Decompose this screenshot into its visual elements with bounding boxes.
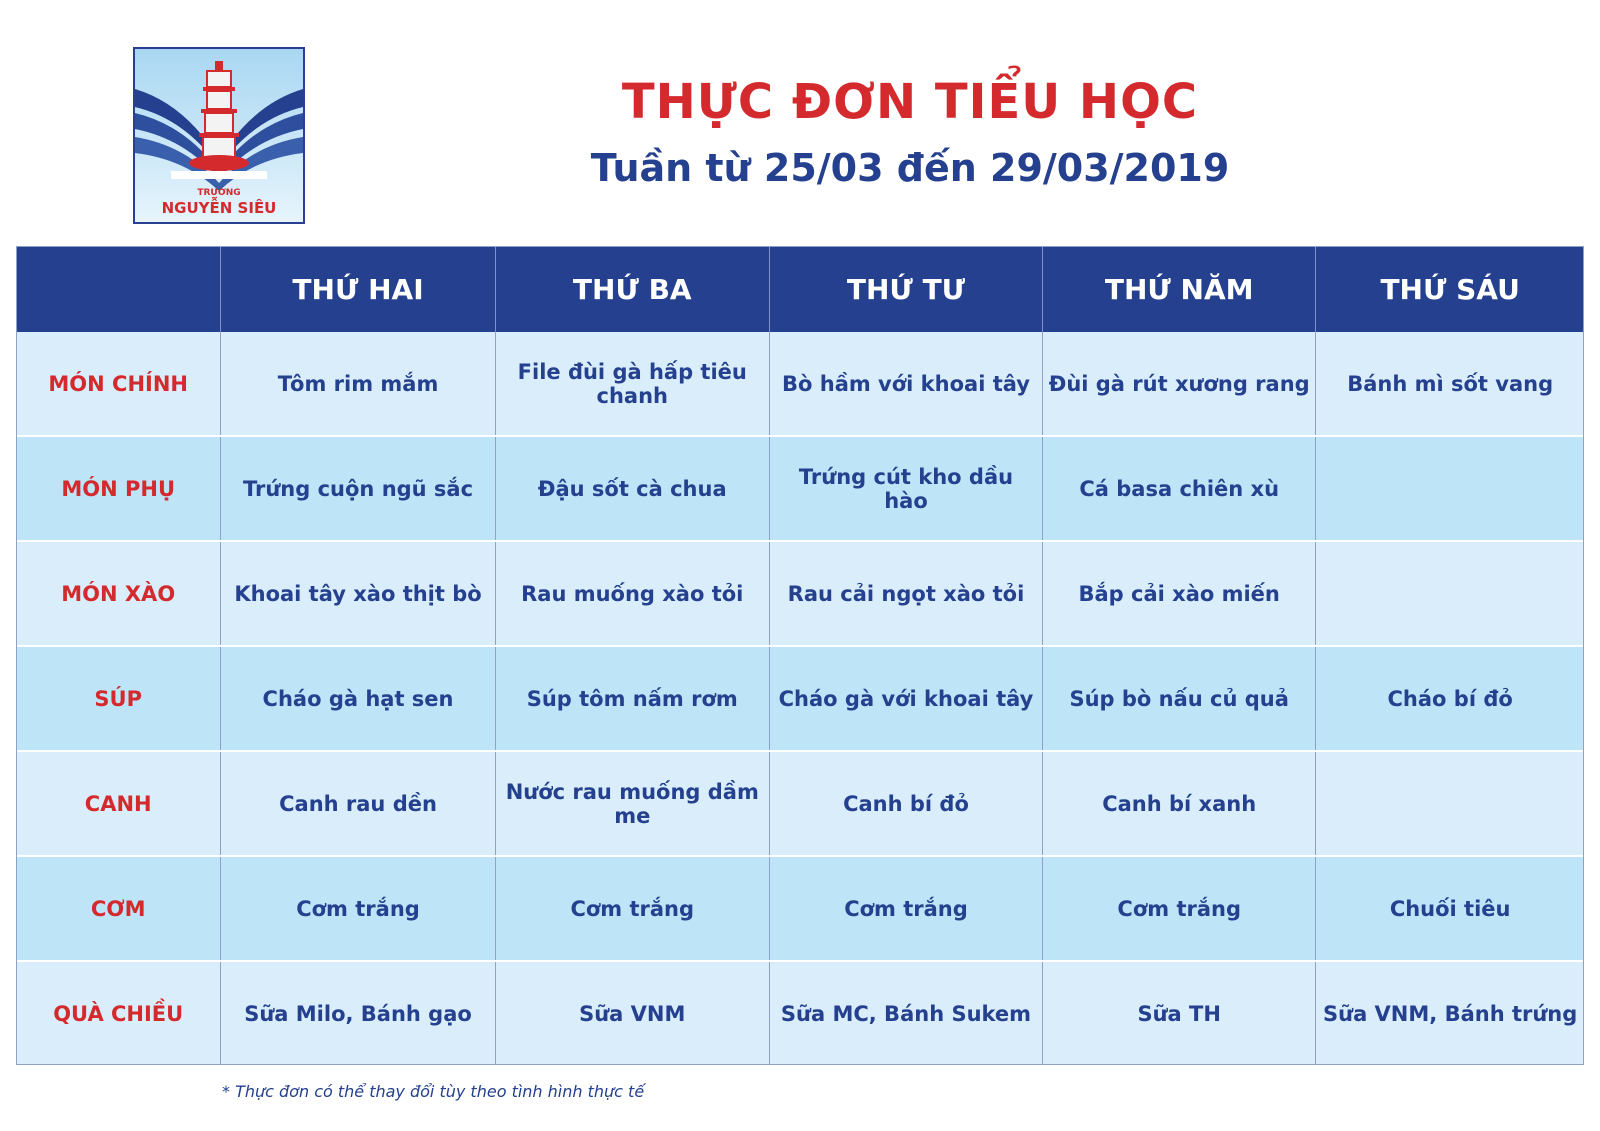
table-row [16, 856, 1584, 961]
row-label: CƠM [16, 856, 221, 961]
header-day: THỨ TƯ [769, 246, 1042, 332]
table-cell: Canh bí xanh [1043, 751, 1316, 856]
table-cell: Súp tôm nấm rơm [495, 646, 769, 751]
table-cell [1316, 751, 1584, 856]
row-label: MÓN XÀO [16, 541, 221, 646]
header-day: THỨ SÁU [1316, 246, 1584, 332]
table-cell: Rau muống xào tỏi [495, 541, 769, 646]
header-day: THỨ NĂM [1043, 246, 1316, 332]
row-label: QUÀ CHIỀU [16, 961, 221, 1066]
table-row [16, 541, 1584, 646]
table-cell [1316, 436, 1584, 541]
table-cell: Đùi gà rút xương rang [1043, 332, 1316, 436]
logo-caption-small: TRƯỜNG [197, 188, 241, 198]
table-cell: Cháo bí đỏ [1316, 646, 1584, 751]
table-cell: Trứng cút kho dầu hào [769, 436, 1042, 541]
table-cell: Canh bí đỏ [769, 751, 1042, 856]
table-cell: Bò hầm với khoai tây [769, 332, 1042, 436]
table-cell [1316, 541, 1584, 646]
table-cell: Súp bò nấu củ quả [1043, 646, 1316, 751]
table-cell: Đậu sốt cà chua [495, 436, 769, 541]
header-day: THỨ HAI [221, 246, 495, 332]
table-cell: Sữa VNM, Bánh trứng [1316, 961, 1584, 1066]
table-row [16, 436, 1584, 541]
table-cell: File đùi gà hấp tiêu chanh [495, 332, 769, 436]
table-row [16, 961, 1584, 1066]
table-cell: Sữa VNM [495, 961, 769, 1066]
table-cell: Cơm trắng [1043, 856, 1316, 961]
table-row [16, 751, 1584, 856]
table-header-row [16, 246, 1584, 332]
page-title: THỰC ĐƠN TIỂU HỌC [621, 74, 1199, 130]
menu-table [16, 246, 1584, 1067]
footnote: * Thực đơn có thể thay đổi tùy theo tình hình thực tế [222, 1082, 645, 1101]
table-cell: Rau cải ngọt xào tỏi [769, 541, 1042, 646]
logo-caption-school-name: NGUYỄN SIÊU [161, 199, 277, 217]
table-cell: Bánh mì sốt vang [1316, 332, 1584, 436]
week-range-subtitle: Tuần từ 25/03 đến 29/03/2019 [590, 146, 1230, 190]
header-day: THỨ BA [495, 246, 769, 332]
table-cell: Cơm trắng [221, 856, 495, 961]
table-cell: Cá basa chiên xù [1043, 436, 1316, 541]
table-cell: Bắp cải xào miến [1043, 541, 1316, 646]
table-cell: Canh rau dền [221, 751, 495, 856]
table-cell: Nước rau muống dầm me [495, 751, 769, 856]
table-cell: Chuối tiêu [1316, 856, 1584, 961]
header-corner [16, 246, 221, 332]
table-cell: Sữa TH [1043, 961, 1316, 1066]
school-logo [133, 47, 305, 224]
table-row [16, 646, 1584, 751]
table-cell: Khoai tây xào thịt bò [221, 541, 495, 646]
table-row [16, 332, 1584, 436]
table-cell: Cơm trắng [495, 856, 769, 961]
table-cell: Tôm rim mắm [221, 332, 495, 436]
row-label: SÚP [16, 646, 221, 751]
table-cell: Trứng cuộn ngũ sắc [221, 436, 495, 541]
table-cell: Cháo gà hạt sen [221, 646, 495, 751]
row-label: MÓN CHÍNH [16, 332, 221, 436]
table-cell: Cháo gà với khoai tây [769, 646, 1042, 751]
row-label: MÓN PHỤ [16, 436, 221, 541]
table-cell: Sữa MC, Bánh Sukem [769, 961, 1042, 1066]
table-cell: Sữa Milo, Bánh gạo [221, 961, 495, 1066]
table-cell: Cơm trắng [769, 856, 1042, 961]
row-label: CANH [16, 751, 221, 856]
